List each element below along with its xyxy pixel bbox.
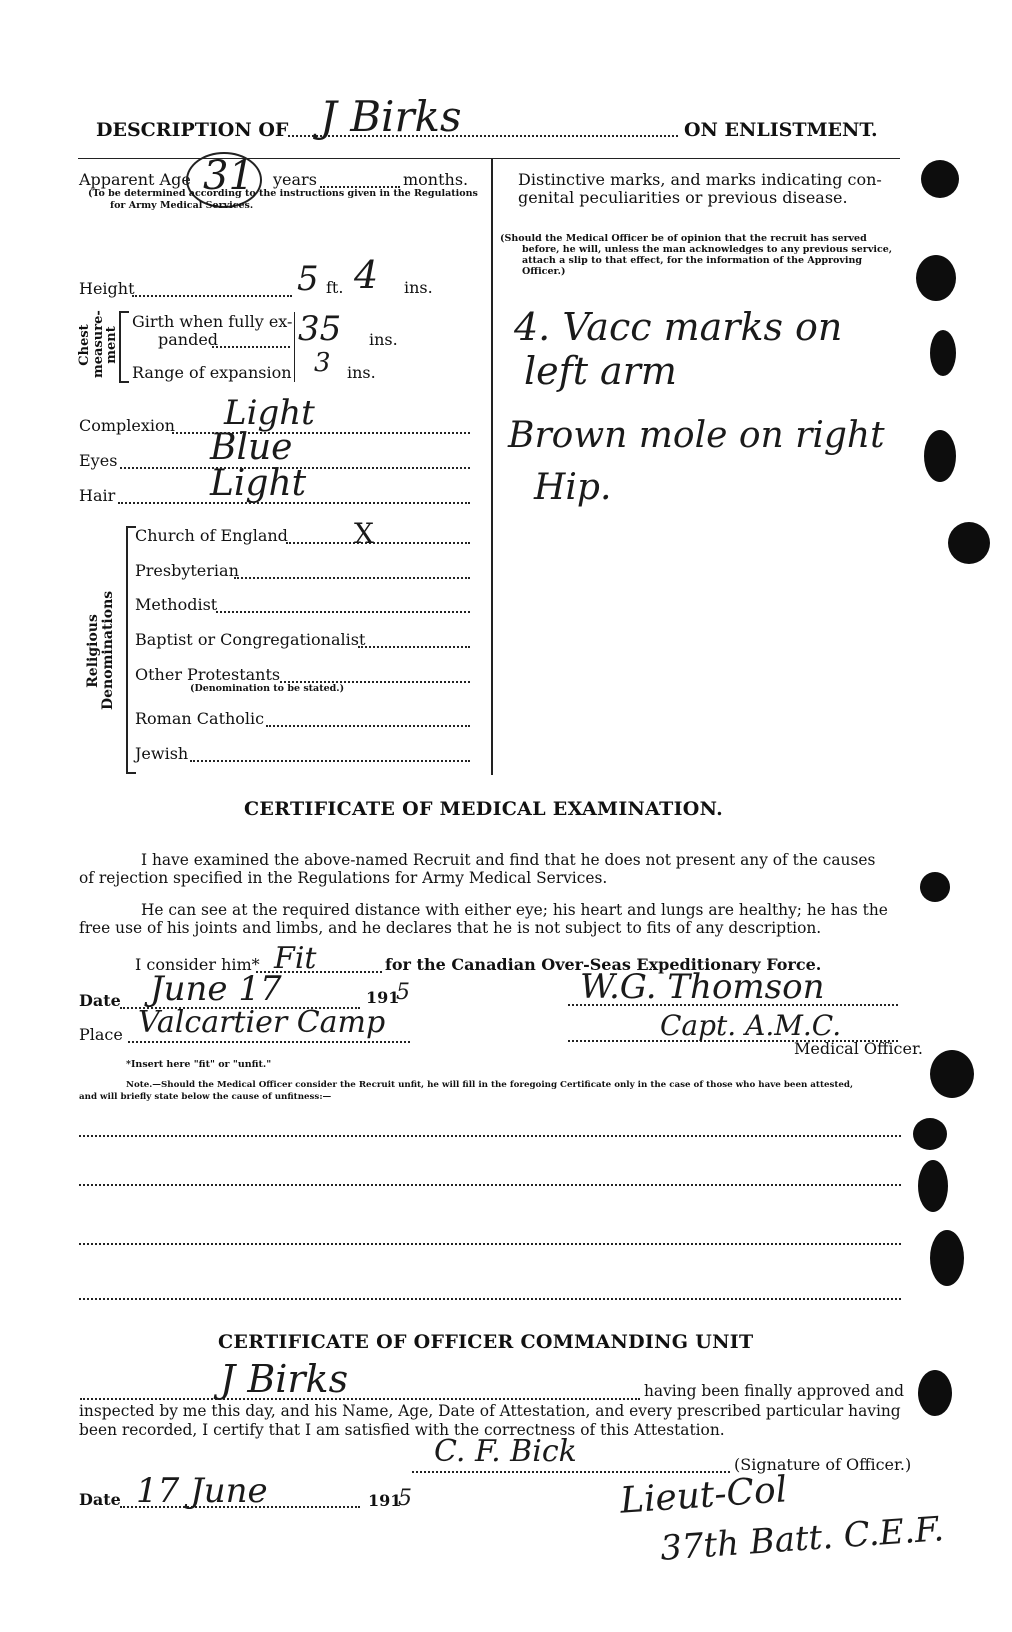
medical-year-suffix: 5 [396, 980, 410, 1005]
marks-title-1: Distinctive marks, and marks indicating con- [518, 170, 882, 189]
height-inches: 4 [354, 253, 379, 297]
binder-hole [948, 522, 990, 564]
marks-line: Brown mole on right [508, 415, 885, 456]
range-value: 3 [314, 348, 331, 378]
chest-side-label: Chest measure- ment [77, 310, 120, 378]
height-feet: 5 [297, 259, 319, 299]
complexion-label: Complexion [79, 416, 175, 435]
insert-note: *Insert here "fit" or "unfit." [126, 1059, 272, 1070]
commanding-year-suffix: 5 [398, 1486, 412, 1511]
recruit-name: J Birks [320, 92, 462, 141]
marks-line: Hip. [534, 467, 612, 508]
age-note-2: for Army Medical Services. [110, 200, 254, 211]
religion-item: Roman Catholic [135, 709, 265, 728]
medical-year-prefix: 191 [366, 988, 400, 1007]
religion-side-label: Religious Denominations [85, 590, 116, 710]
complexion-value: Light [224, 393, 315, 433]
medical-officer-rank: Capt. A.M.C. [660, 1009, 842, 1042]
height-ft-label: ft. [326, 278, 344, 297]
binder-hole [930, 330, 956, 376]
marks-line: left arm [524, 349, 677, 393]
place-label: Place [79, 1025, 123, 1044]
header-prefix: DESCRIPTION OF [96, 119, 289, 141]
unfit-line [79, 1243, 901, 1245]
signature-officer-label: (Signature of Officer.) [734, 1455, 912, 1474]
marks-note: before, he will, unless the man acknowledges to any previous service, [522, 244, 893, 255]
eyes-label: Eyes [79, 451, 118, 470]
fitness-value: Fit [274, 941, 317, 976]
girth-label-2: panded [158, 330, 219, 349]
unfit-note-a: Note.—Should the Medical Officer consider the Recruit unfit, he will fill in the foregoing Certificate only in the case of those who have been attested, [126, 1080, 854, 1090]
religion-mark: X [354, 517, 374, 550]
marks-line: 4. Vacc marks on [514, 305, 843, 349]
binder-hole [918, 1370, 952, 1416]
binder-hole [921, 160, 959, 198]
marks-title-2: genital peculiarities or previous disease. [518, 188, 848, 207]
commanding-para-b: been recorded, I certify that I am satisfied with the correctness of this Attestation. [79, 1421, 725, 1439]
girth-ins-label: ins. [369, 330, 398, 349]
religion-item: Presbyterian [135, 561, 239, 580]
girth-value: 35 [298, 309, 342, 349]
binder-hole [918, 1160, 948, 1212]
medical-para-1b: of rejection specified in the Regulations for Army Medical Services. [79, 869, 608, 887]
eyes-value: Blue [210, 427, 293, 468]
hair-label: Hair [79, 486, 116, 505]
unfit-line [79, 1135, 901, 1137]
marks-note: (Should the Medical Officer be of opinion that the recruit has served [500, 233, 867, 244]
commanding-title: CERTIFICATE OF OFFICER COMMANDING UNIT [218, 1331, 754, 1353]
binder-hole [913, 1118, 947, 1150]
commanding-recruit-name: J Birks [220, 1357, 349, 1401]
hair-value: Light [210, 463, 307, 504]
unfit-note-b: and will briefly state below the cause of unfitness:— [79, 1092, 332, 1102]
age-label: Apparent Age [79, 170, 191, 189]
age-value: 31 [203, 153, 254, 199]
force-label: for the Canadian Over-Seas Expeditionary Force. [385, 955, 822, 974]
height-ins-label: ins. [404, 278, 433, 297]
years-label: years [273, 170, 317, 189]
range-ins-label: ins. [347, 363, 376, 382]
binder-hole [920, 872, 950, 902]
commanding-year-prefix: 191 [368, 1491, 402, 1510]
commanding-para-a: inspected by me this day, and his Name, Age, Date of Attestation, and every prescribed particular having [79, 1402, 901, 1420]
girth-label-1: Girth when fully ex- [132, 312, 293, 331]
marks-note: Officer.) [522, 266, 566, 277]
religion-other-note: (Denomination to be stated.) [190, 683, 345, 694]
marks-note: attach a slip to that effect, for the information of the Approving [522, 255, 863, 266]
religion-item: Other Protestants [135, 665, 281, 684]
religion-item: Baptist or Congregationalist [135, 630, 366, 649]
medical-officer-label: Medical Officer. [794, 1039, 923, 1058]
age-note-1: (To be determined according to the instructions given in the Regulations [88, 188, 478, 199]
binder-hole [916, 255, 956, 301]
medical-title: CERTIFICATE OF MEDICAL EXAMINATION. [244, 798, 724, 820]
medical-officer-signature: W.G. Thomson [580, 967, 825, 1007]
months-label: months. [403, 170, 469, 189]
consider-label: I consider him* [135, 955, 260, 974]
commanding-officer-rank-1: Lieut-Col [618, 1469, 789, 1522]
medical-para-2b: free use of his joints and limbs, and he declares that he is not subject to fits of any description. [79, 919, 822, 937]
religion-item: Jewish [135, 744, 189, 763]
height-label: Height [79, 279, 135, 298]
range-label: Range of expansion [132, 363, 292, 382]
medical-date-label: Date [79, 991, 121, 1010]
medical-para-2a: He can see at the required distance with either eye; his heart and lungs are healthy; he has the [141, 901, 888, 919]
binder-hole [924, 430, 956, 482]
religion-item: Church of England [135, 526, 288, 545]
binder-hole [930, 1230, 964, 1286]
medical-date-value: June 17 [150, 969, 282, 1009]
unfit-line [79, 1184, 901, 1186]
binder-hole [930, 1050, 974, 1098]
approved-label: having been finally approved and [644, 1382, 905, 1400]
commanding-officer-signature: C. F. Bick [434, 1434, 577, 1469]
chest-bracket [119, 311, 129, 383]
place-value: Valcartier Camp [138, 1005, 386, 1040]
commanding-date-label: Date [79, 1490, 121, 1509]
religion-item: Methodist [135, 595, 218, 614]
header-suffix: ON ENLISTMENT. [684, 119, 878, 141]
unfit-line [79, 1298, 901, 1300]
commanding-officer-rank-2: 37th Batt. C.E.F. [658, 1509, 946, 1569]
commanding-date-value: 17 June [136, 1471, 268, 1511]
medical-para-1a: I have examined the above-named Recruit and find that he does not present any of the causes [141, 851, 876, 869]
